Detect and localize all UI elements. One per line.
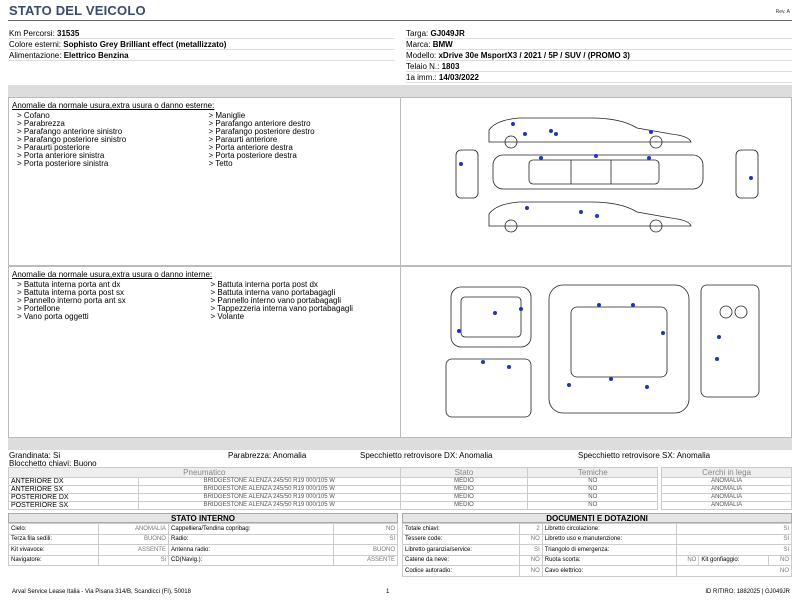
footer: [12, 589, 790, 595]
damage-markers: [459, 122, 753, 218]
tyre-state: MEDIO: [400, 486, 528, 494]
stato-interno-title: STATO INTERNO: [8, 513, 398, 523]
stato_interno-row: [9, 555, 398, 566]
documenti-row: [403, 534, 792, 545]
company-address: Arval Service Lease Italia - Via Pisana 314/B, Scandicci (FI), 50018: [12, 589, 191, 595]
field-label: Terza fila sedili:: [9, 534, 99, 545]
stato_interno-row: [9, 545, 398, 556]
field-label: Cappelliera/Tendina copribag:: [168, 524, 333, 535]
exterior-diagram: [400, 97, 792, 266]
interior-heading: Anomalie da normale usura,extra usura o danno interne:: [12, 270, 213, 279]
page-title: STATO DEL VEICOLO: [9, 3, 146, 18]
exterior-heading: Anomalie da normale usura,extra usura o danno esterne:: [12, 101, 215, 110]
tyre-position: ANTERIORE SX: [9, 486, 139, 494]
field-value: ASSENTE: [98, 545, 168, 556]
damage-item: > Volante: [210, 312, 245, 321]
stato-interno-block: [8, 513, 398, 566]
field-value: Si: [98, 555, 168, 566]
field-value: BUONO: [333, 545, 397, 556]
interior-markers: [457, 303, 721, 389]
tyre-table: [8, 467, 792, 510]
field-label: Libretto circolazione:: [542, 524, 676, 535]
damage-item: > Portellone: [17, 304, 60, 313]
field-value: NO: [676, 566, 791, 577]
damage-item: > Vano porta oggetti: [17, 312, 89, 321]
field-value: NO: [333, 524, 397, 535]
field-value: SI: [333, 534, 397, 545]
rim-state: ANOMALIA: [662, 486, 792, 494]
tyre-model: BRIDGESTONE ALENZA 245/50 R19 000/105 W: [138, 502, 400, 510]
tyre-model: BRIDGESTONE ALENZA 245/50 R19 000/105 W: [138, 478, 400, 486]
tyre-row: [9, 478, 792, 486]
exterior-col-2: [209, 112, 401, 168]
tyre-temiche: NO: [528, 502, 658, 510]
tyre-temiche: NO: [528, 494, 658, 502]
field-label: Navigatore:: [9, 555, 99, 566]
field-value: ASSENTE: [333, 555, 397, 566]
chassis-row: Telaio N.: 1803: [406, 61, 792, 72]
damage-item: > Maniglie: [208, 111, 246, 120]
exterior-col-1: [17, 112, 209, 168]
damage-item: > Parabrezza: [17, 119, 65, 128]
field-value: 2: [520, 524, 543, 535]
field-label: Antenna radio:: [168, 545, 333, 556]
damage-item: > Pannello interno vano portabagagli: [210, 296, 342, 305]
exterior-damage-list: [8, 97, 400, 266]
title-divider: [8, 20, 792, 21]
section-band: [8, 438, 792, 450]
vehicle-info-right: [406, 28, 792, 83]
damage-item: > Battuta interna porta post dx: [210, 280, 318, 289]
damage-item: > Tappezzeria interna vano portabagagli: [210, 304, 353, 313]
field-label: Tessere code:: [403, 534, 520, 545]
damage-item: > Battuta interna porta ant dx: [17, 280, 121, 289]
pickup-id: ID RITIRO: 1882025 | GJ049JR: [705, 589, 790, 595]
rims-header: Cerchi in lega: [662, 468, 792, 478]
fuel-row: Alimentazione: Elettrico Benzina: [9, 50, 395, 61]
car-exterior-diagram: [401, 98, 791, 265]
documenti-row: [403, 555, 792, 566]
tyre-model: BRIDGESTONE ALENZA 245/50 R19 000/105 W: [138, 494, 400, 502]
tyre-header-row: [9, 468, 792, 478]
field-label: Kit gonfiaggio:: [699, 555, 769, 566]
documenti-table: [402, 523, 792, 577]
hail-status: Grandinata: Si: [9, 451, 61, 460]
field-value: NO: [676, 555, 699, 566]
tyre-row: [9, 486, 792, 494]
damage-item: > Porta posteriore sinistra: [17, 159, 109, 168]
tyre-model: BRIDGESTONE ALENZA 245/50 R19 000/105 W: [138, 486, 400, 494]
field-label: CD(Navig.):: [168, 555, 333, 566]
damage-item: > Pannello interno porta ant sx: [17, 296, 126, 305]
damage-item: > Porta posteriore destra: [208, 151, 297, 160]
damage-item: > Porta anteriore sinistra: [17, 151, 105, 160]
km-row: Km Percorsi: 31535: [9, 28, 395, 39]
interior-damage-list: [8, 266, 400, 438]
field-value: NO: [769, 555, 792, 566]
temiche-header: Temiche: [528, 468, 658, 478]
field-value: NO: [520, 534, 543, 545]
field-label: Totale chiavi:: [403, 524, 520, 535]
windshield-status: Parabrezza: Anomalia: [228, 451, 307, 460]
field-label: Catene da neve:: [403, 555, 520, 566]
stato_interno-row: [9, 524, 398, 535]
damage-item: > Parafango posteriore sinistro: [17, 135, 127, 144]
damage-item: > Cofano: [17, 111, 50, 120]
section-band: [8, 85, 792, 97]
field-value: NO: [520, 566, 543, 577]
rim-state: ANOMALIA: [662, 494, 792, 502]
field-label: Radio:: [168, 534, 333, 545]
registration-row: 1a imm.: 14/03/2022: [406, 72, 792, 83]
damage-item: > Parafango anteriore destro: [208, 119, 311, 128]
damage-item: > Parafango anteriore sinistro: [17, 127, 123, 136]
field-value: BUONO: [98, 534, 168, 545]
field-label: Triangolo di emergenza:: [542, 545, 676, 556]
tyre-state: MEDIO: [400, 478, 528, 486]
field-value: SI: [676, 545, 791, 556]
damage-item: > Tetto: [208, 159, 233, 168]
damage-item: > Paraurti anteriore: [208, 135, 278, 144]
tyre-state: MEDIO: [400, 494, 528, 502]
interior-col-2: [211, 281, 401, 321]
mirror-sx-status: Specchietto retrovisore SX: Anomalia: [578, 451, 711, 460]
tyre-header: Pneumatico: [9, 468, 401, 478]
tyre-row: [9, 502, 792, 510]
field-label: Libretto uso e manutenzione:: [542, 534, 676, 545]
field-value: SI: [676, 534, 791, 545]
damage-item: > Parafango posteriore destro: [208, 127, 315, 136]
documenti-title: DOCUMENTI E DOTAZIONI: [402, 513, 792, 523]
tyre-position: ANTERIORE DX: [9, 478, 139, 486]
damage-item: > Porta anteriore destra: [208, 143, 293, 152]
tyre-position: POSTERIORE SX: [9, 502, 139, 510]
page-number: 1: [386, 589, 390, 595]
interior-col-1: [17, 281, 211, 321]
field-label: Codice autoradio:: [403, 566, 520, 577]
field-label: Cavo elettrico:: [542, 566, 676, 577]
rim-state: ANOMALIA: [662, 502, 792, 510]
vehicle-info-left: [9, 28, 395, 61]
tyre-state: MEDIO: [400, 502, 528, 510]
tyre-row: [9, 494, 792, 502]
car-interior-diagram: [401, 267, 791, 437]
field-value: NO: [520, 555, 543, 566]
damage-item: > Battuta interna porta post sx: [17, 288, 124, 297]
brand-row: Marca: BMW: [406, 39, 792, 50]
model-row: Modello: xDrive 30e MsportX3 / 2021 / 5P / SUV / (PROMO 3): [406, 50, 792, 61]
documenti-row: [403, 545, 792, 556]
field-label: Ruota scorta:: [542, 555, 676, 566]
field-label: Cielo:: [9, 524, 99, 535]
damage-item: > Battuta interna vano portabagagli: [210, 288, 336, 297]
state-header: Stato: [400, 468, 528, 478]
tyre-temiche: NO: [528, 486, 658, 494]
stato-interno-table: [8, 523, 398, 566]
interior-diagram: [400, 266, 792, 438]
revision-label: Rev. A: [775, 9, 790, 15]
plate-row: Targa: GJ049JR: [406, 28, 792, 39]
field-value: SI: [676, 524, 791, 535]
tyre-position: POSTERIORE DX: [9, 494, 139, 502]
color-row: Colore esterni: Sophisto Grey Brilliant effect (metallizzato): [9, 39, 395, 50]
documenti-row: [403, 524, 792, 535]
field-label: Libretto garanzia/service:: [403, 545, 520, 556]
stato_interno-row: [9, 534, 398, 545]
rim-state: ANOMALIA: [662, 478, 792, 486]
damage-item: > Paraurti posteriore: [17, 143, 90, 152]
key-status: Blocchetto chiavi: Buono: [9, 459, 97, 468]
tyre-temiche: NO: [528, 478, 658, 486]
documenti-row: [403, 566, 792, 577]
mirror-dx-status: Specchietto retrovisore DX: Anomalia: [360, 451, 493, 460]
field-value: ANOMALIA: [98, 524, 168, 535]
field-label: Kit vivavoce:: [9, 545, 99, 556]
field-value: SI: [520, 545, 543, 556]
documenti-block: [402, 513, 792, 577]
